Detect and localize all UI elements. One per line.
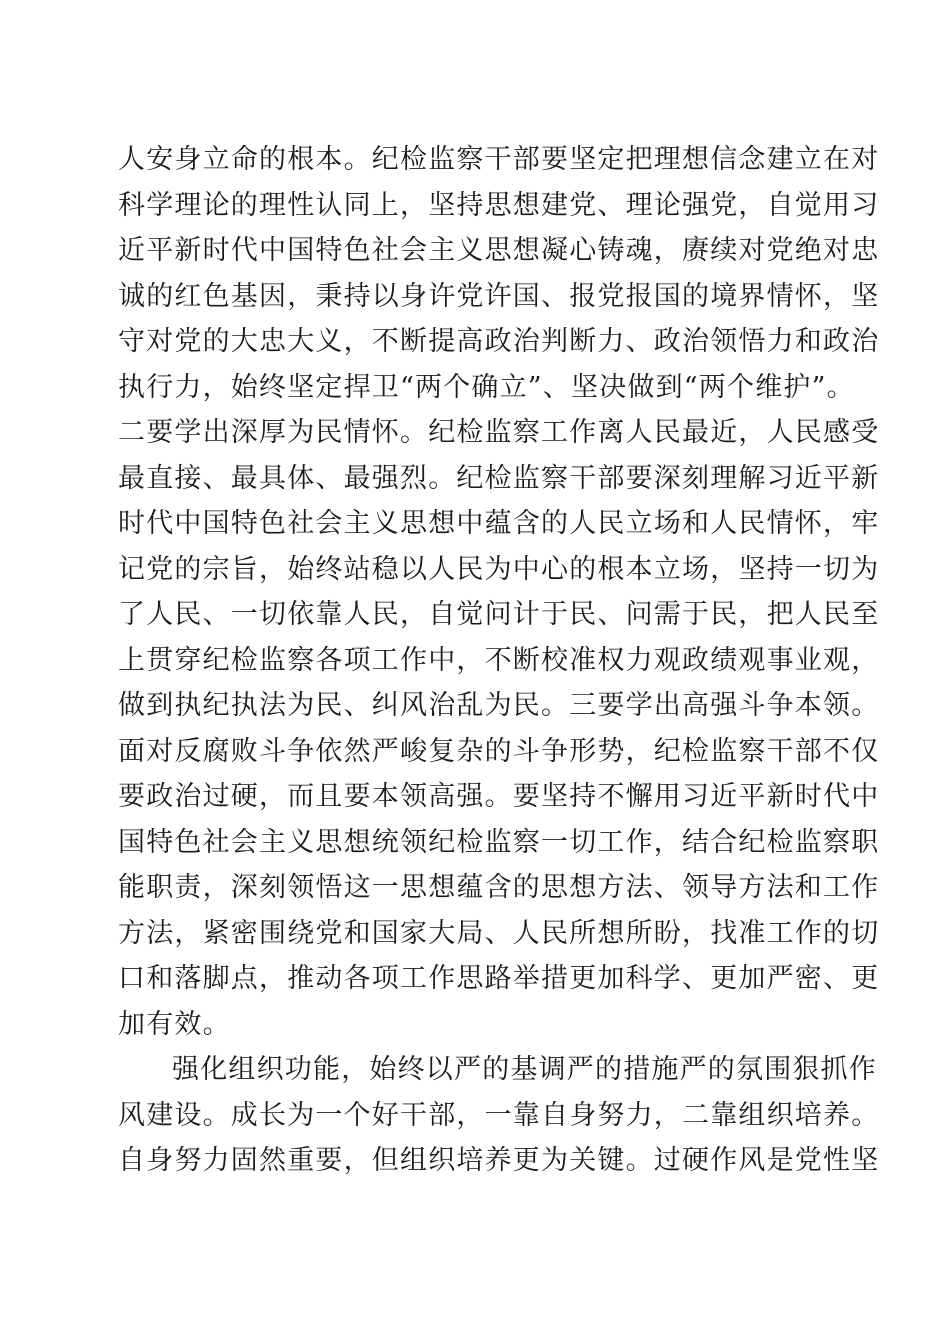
text-line: 执行力，始终坚定捍卫“两个确立”、坚决做到“两个维护”。 <box>118 371 855 403</box>
text-line: 诚的红色基因，秉持以身许党许国、报党报国的境界情怀，坚 <box>118 280 880 312</box>
text-line: 要政治过硬，而且要本领高强。要坚持不懈用习近平新时代中 <box>118 781 880 812</box>
text-line: 科学理论的理性认同上，坚持思想建党、理论强党，自觉用习 <box>118 189 880 221</box>
text-line: 做到执纪执法为民、纠风治乱为民。三要学出高强斗争本领。 <box>118 690 880 721</box>
text-line: 加有效。 <box>118 1008 231 1040</box>
text-line: 记党的宗旨，始终站稳以人民为中心的根本立场，坚持一切为 <box>118 553 880 585</box>
text-line: 最直接、最具体、最强烈。纪检监察干部要深刻理解习近平新 <box>118 462 880 494</box>
paragraph-first-line: 强化组织功能，始终以严的基调严的措施严的氛围狠抓作 <box>172 1054 877 1085</box>
text-line: 守对党的大忠大义，不断提高政治判断力、政治领悟力和政治 <box>118 326 880 357</box>
text-line: 上贯穿纪检监察各项工作中，不断校准权力观政绩观事业观， <box>118 644 880 676</box>
text-line: 自身努力固然重要，但组织培养更为关键。过硬作风是党性坚 <box>118 1145 880 1176</box>
text-line: 能职责，深刻领悟这一思想蕴含的思想方法、领导方法和工作 <box>118 872 880 903</box>
text-line: 面对反腐败斗争依然严峻复杂的斗争形势，纪检监察干部不仅 <box>118 735 880 767</box>
body-text <box>118 137 880 1184</box>
text-line: 时代中国特色社会主义思想中蕴含的人民立场和人民情怀，牢 <box>118 508 880 539</box>
text-line: 近平新时代中国特色社会主义思想凝心铸魂，赓续对党绝对忠 <box>118 235 880 266</box>
text-line: 方法，紧密围绕党和国家大局、人民所想所盼，找准工作的切 <box>118 917 880 949</box>
text-line: 口和落脚点，推动各项工作思路举措更加科学、更加严密、更 <box>118 963 880 994</box>
text-line: 风建设。成长为一个好干部，一靠自身努力，二靠组织培养。 <box>118 1099 880 1131</box>
text-line: 了人民、一切依靠人民，自觉问计于民、问需于民，把人民至 <box>118 599 880 630</box>
text-line: 人安身立命的根本。纪检监察干部要坚定把理想信念建立在对 <box>118 144 880 175</box>
text-line: 二要学出深厚为民情怀。纪检监察工作离人民最近，人民感受 <box>118 417 880 448</box>
text-line: 国特色社会主义思想统领纪检监察一切工作，结合纪检监察职 <box>118 826 880 858</box>
